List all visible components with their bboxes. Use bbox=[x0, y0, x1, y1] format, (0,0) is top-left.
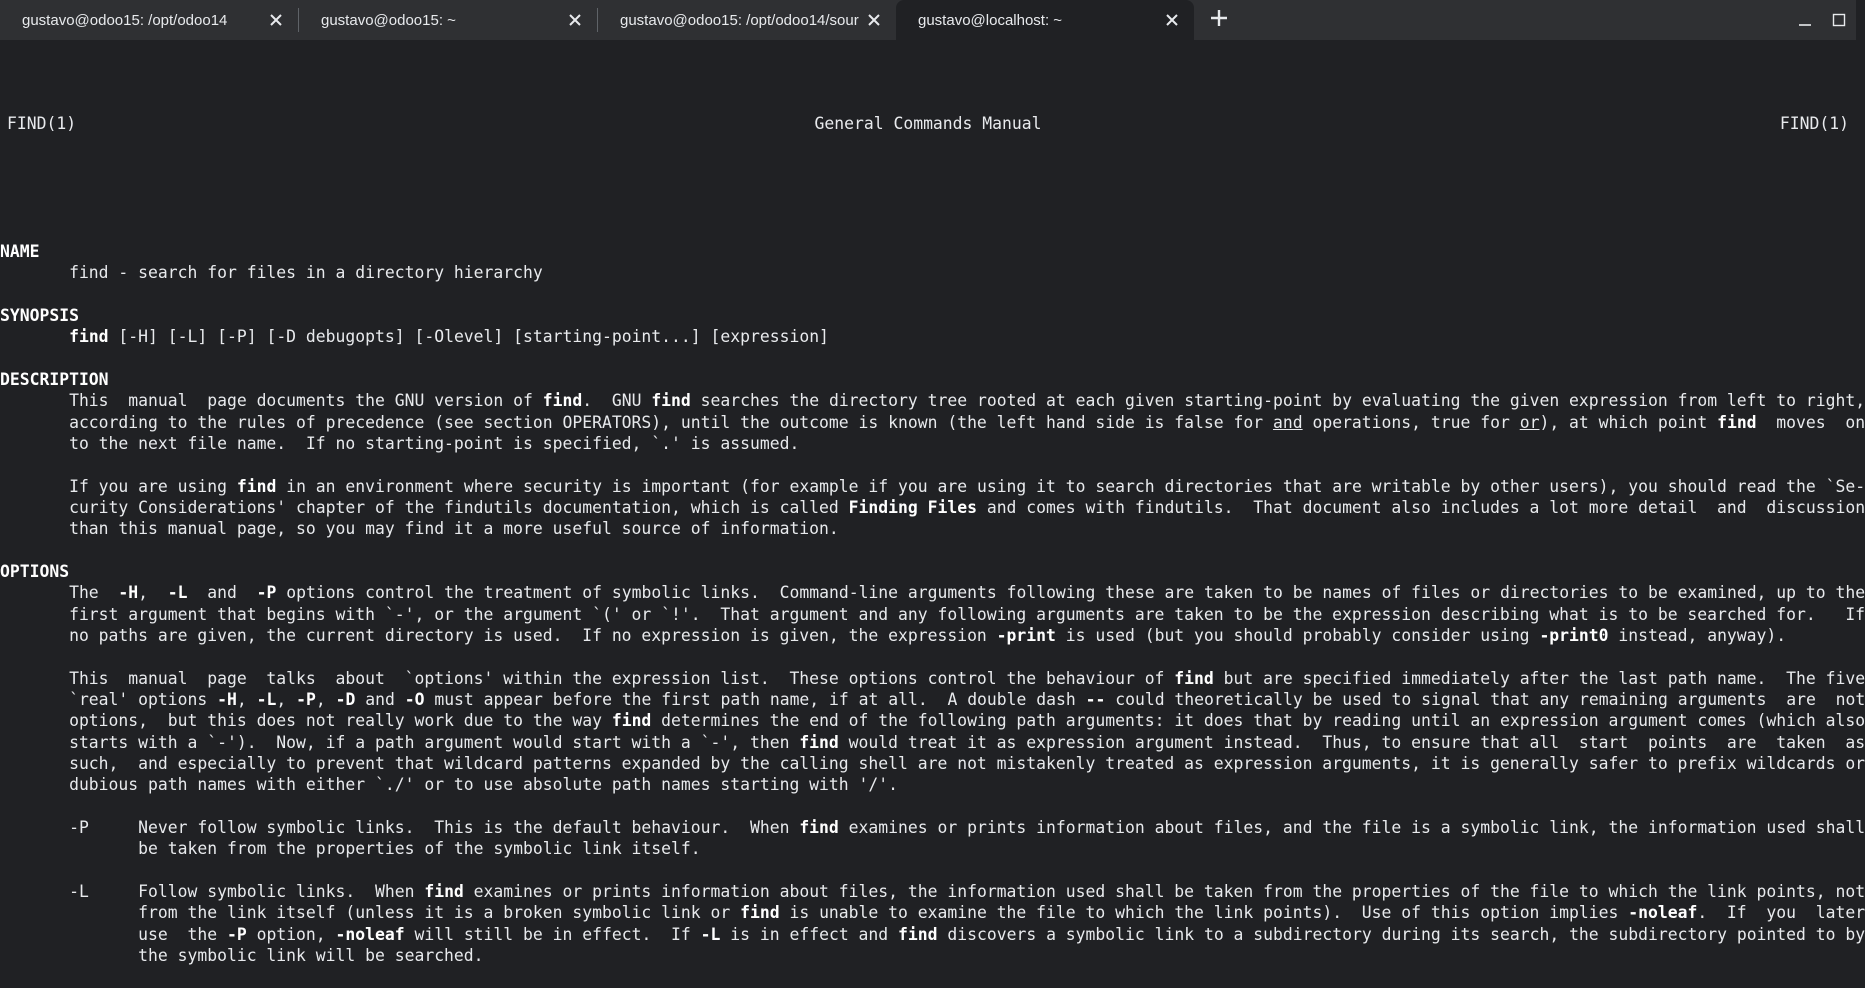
man-line: OPTIONS bbox=[0, 561, 70, 581]
minimize-icon[interactable] bbox=[1788, 0, 1822, 40]
tab-1[interactable] bbox=[0, 0, 298, 40]
man-header-left: FIND(1) bbox=[7, 113, 77, 133]
man-line: -L Follow symbolic links. When find examines or prints information about files, the information used shall be taken from the properties of the file to which the link points, not bbox=[0, 882, 1865, 902]
new-tab-button[interactable] bbox=[1194, 0, 1244, 40]
close-icon[interactable] bbox=[563, 8, 587, 32]
man-line bbox=[0, 646, 1856, 667]
man-line: -P Never follow symbolic links. This is the default behaviour. When find examines or prints information about files, and the file is a symbolic link, the information used shall bbox=[0, 818, 1865, 838]
man-line: DESCRIPTION bbox=[0, 369, 109, 389]
man-line: The -H, -L and -P options control the treatment of symbolic links. Command-line arguments following these are taken to be names of files or directories to be examined, up to the bbox=[0, 583, 1865, 603]
man-line: be taken from the properties of the symbolic link itself. bbox=[0, 839, 701, 859]
man-line: first argument that begins with `-', or the argument `(' or `!'. That argument and any following arguments are taken to be the expression describing what is to be searched for. If bbox=[0, 604, 1865, 624]
man-line: such, and especially to prevent that wildcard patterns expanded by the calling shell are not mistakenly treated as expression arguments, it is generally safer to prefix wildcards or bbox=[0, 754, 1865, 773]
tab-2[interactable] bbox=[299, 0, 597, 40]
man-line: starts with a `-'). Now, if a path argument would start with a `-', then find would treat it as expression argument instead. Thus, to ensure that all start points are taken as bbox=[0, 732, 1865, 752]
man-line: dubious path names with either `./' or to use absolute path names starting with '/'. bbox=[0, 775, 898, 795]
man-line: the symbolic link will be searched. bbox=[0, 946, 484, 966]
terminal-output[interactable] bbox=[0, 40, 1865, 966]
man-line: find - search for files in a directory hierarchy bbox=[0, 263, 543, 283]
maximize-icon[interactable] bbox=[1822, 0, 1856, 40]
spacer-line bbox=[0, 177, 1856, 198]
man-line: This manual page documents the GNU version of find. GNU find searches the directory tree rooted at each given starting-point by evaluating the given expression from left to right, bbox=[0, 391, 1865, 411]
man-line: NAME bbox=[0, 241, 40, 261]
tab-title: gustavo@odoo15: ~ bbox=[321, 11, 456, 29]
man-line: `real' options -H, -L, -P, -D and -O must appear before the first path name, if at all. A double dash -- could theoretically be used to signal that any remaining arguments are not bbox=[0, 689, 1865, 709]
man-line: use the -P option, -noleaf will still be in effect. If -L is in effect and find discovers a symbolic link to a subdirectory during its search, the subdirectory pointed to by bbox=[0, 924, 1865, 944]
man-line: If you are using find in an environment where security is important (for example if you are using it to search directories that are writable by other users), you should read the `Se‐ bbox=[0, 476, 1865, 496]
man-line bbox=[0, 283, 1856, 304]
close-icon[interactable] bbox=[1160, 8, 1184, 32]
man-line: than this manual page, so you may find it a more useful source of information. bbox=[0, 519, 839, 539]
man-line bbox=[0, 860, 1856, 881]
tab-4-active[interactable] bbox=[896, 0, 1194, 40]
window-controls bbox=[1788, 0, 1856, 40]
man-line bbox=[0, 540, 1856, 561]
tab-title: gustavo@odoo15: /opt/odoo14 bbox=[22, 11, 228, 29]
man-header-center: General Commands Manual bbox=[814, 113, 1042, 133]
plus-icon bbox=[1210, 9, 1228, 31]
man-header-right: FIND(1) bbox=[1779, 113, 1849, 133]
close-icon[interactable] bbox=[264, 8, 288, 32]
man-header bbox=[0, 113, 1856, 134]
man-line: find [-H] [-L] [-P] [-D debugopts] [-Olevel] [starting-point...] [expression] bbox=[69, 327, 829, 347]
man-line bbox=[0, 796, 1856, 817]
man-line: This manual page talks about `options' within the expression list. These options control the behaviour of find but are specified immediately after the last path name. The five bbox=[0, 668, 1865, 688]
man-line bbox=[0, 454, 1856, 475]
tab-title: gustavo@localhost: ~ bbox=[918, 11, 1063, 29]
tab-bar bbox=[0, 0, 1856, 40]
man-line: to the next file name. If no starting-point is specified, `.' is assumed. bbox=[0, 433, 800, 453]
tab-title: gustavo@odoo15: /opt/odoo14/sour bbox=[620, 11, 859, 29]
man-line: according to the rules of precedence (see section OPERATORS), until the outcome is known (the left hand side is false for and operations, true for or), at which point find moves on bbox=[0, 412, 1865, 432]
man-page-body bbox=[0, 241, 1865, 967]
man-line: from the link itself (unless it is a broken symbolic link or find is unable to examine the file to which the link points). Use of this option implies -noleaf. If you later bbox=[0, 903, 1865, 923]
man-line: SYNOPSIS bbox=[0, 305, 79, 325]
man-line: options, but this does not really work due to the way find determines the end of the following path arguments: it does that by reading until an expression argument comes (which also bbox=[0, 711, 1865, 731]
man-line: no paths are given, the current directory is used. If no expression is given, the expression -print is used (but you should probably consider using -print0 instead, anyway). bbox=[0, 625, 1787, 645]
tab-3[interactable] bbox=[598, 0, 896, 40]
man-line bbox=[0, 347, 1856, 368]
close-icon[interactable] bbox=[862, 8, 886, 32]
man-line: curity Considerations' chapter of the findutils documentation, which is called Finding Files and comes with findutils. That document also includes a lot more detail and discussion bbox=[0, 497, 1865, 517]
